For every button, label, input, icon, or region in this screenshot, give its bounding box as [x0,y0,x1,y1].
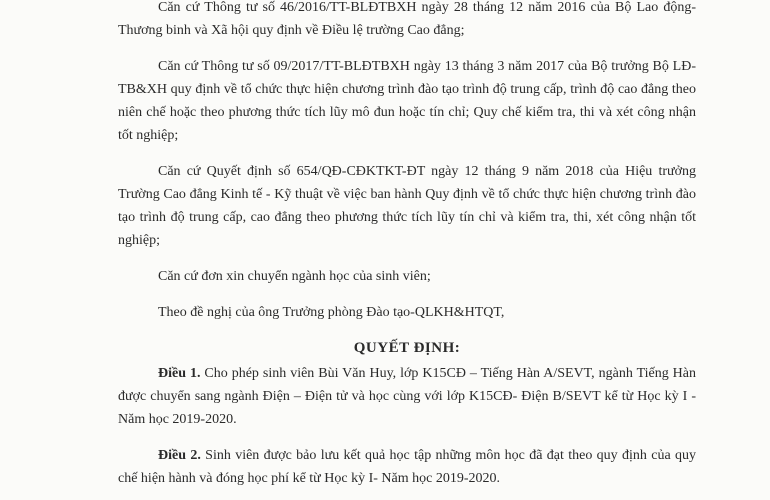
legal-basis-paragraph-1: Căn cứ Thông tư số 46/2016/TT-BLĐTBXH ngày 28 tháng 12 năm 2016 của Bộ Lao động-Thương binh và Xã hội quy định về Điều lệ trường Cao đẳng; [118,0,696,38]
decision-heading: QUYẾT ĐỊNH: [353,340,461,356]
legal-basis-paragraph-2: Căn cứ Thông tư số 09/2017/TT-BLĐTBXH ngày 13 tháng 3 năm 2017 của Bộ trưởng Bộ LĐ-TB&XH quy định về tổ chức thực hiện chương trình đào tạo trình độ trung cấp, trình độ cao đẳng theo niên chế hoặc theo phương thức tích lũy mô đun hoặc tín chỉ; Quy chế kiểm tra, thi và xét công nhận tốt nghiệp; [118,59,696,143]
article-1 [118,362,696,431]
article-1-text: Cho phép sinh viên Bùi Văn Huy, lớp K15CĐ – Tiếng Hàn A/SEVT, ngành Tiếng Hàn được chuyển sang ngành Điện – Điện tử và học cùng với lớp K15CĐ- Điện B/SEVT kể từ Học kỳ I - Năm học 2019-2020. [118,366,697,427]
article-2 [118,444,696,490]
proposal-paragraph: Theo đề nghị của ông Trưởng phòng Đào tạo-QLKH&HTQT, [158,305,505,320]
legal-basis-paragraph-4: Căn cứ đơn xin chuyển ngành học của sinh viên; [158,269,431,284]
article-2-label: Điều 2. [158,448,201,463]
legal-basis-paragraph-3: Căn cứ Quyết định số 654/QĐ-CĐKTKT-ĐT ngày 12 tháng 9 năm 2018 của Hiệu trưởng Trường Cao đẳng Kinh tế - Kỹ thuật về việc ban hành Quy định về tổ chức thực hiện chương trình đào tạo trình độ trung cấp, cao đẳng theo phương thức tích lũy tín chỉ và kiểm tra, thi, xét công nhận tốt nghiệp; [118,164,696,248]
article-1-label: Điều 1. [158,366,201,381]
article-2-text: Sinh viên được bảo lưu kết quả học tập những môn học đã đạt theo quy định của quy chế hiện hành và đóng học phí kể từ Học kỳ I- Năm học 2019-2020. [118,448,696,486]
